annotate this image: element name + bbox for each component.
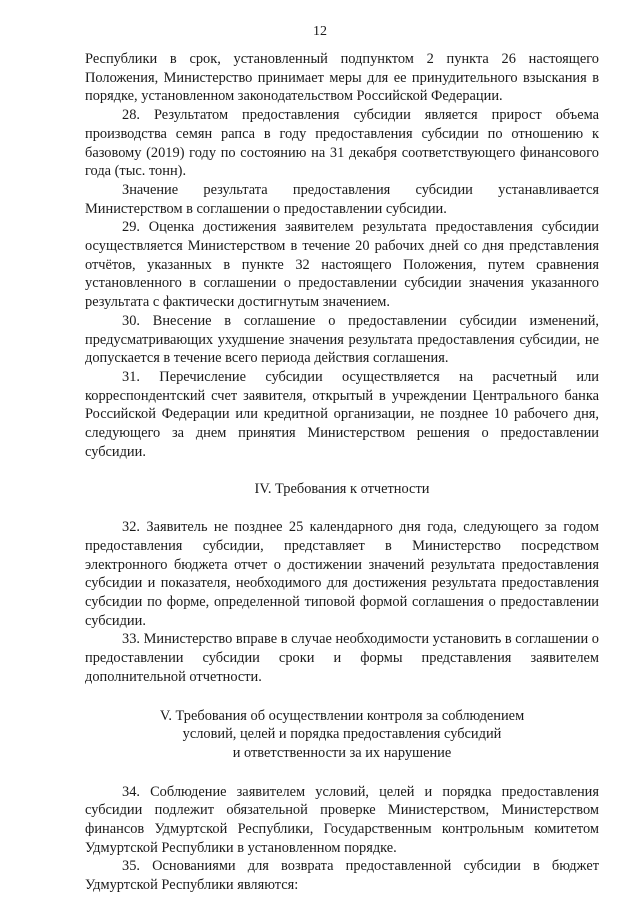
paragraph-29: 29. Оценка достижения заявителем результата предоставления субсидии осуществляется Министерством в течение 20 рабочих дней со дня представления отчётов, указанных в пункте 32 настоящего Положения, путем сравнения установленного в соглашении о предоставлении субсидии значения указанного результата с фактически достигнутым значением. <box>85 219 599 311</box>
section-heading-5-line-2: условий, целей и порядка предоставления субсидий <box>182 726 502 743</box>
section-heading-5 <box>85 707 599 763</box>
section-heading-5-line-1: V. Требования об осуществлении контроля за соблюдением <box>159 707 525 724</box>
page-number: 12 <box>313 24 327 39</box>
paragraph-continuation: Республики в срок, установленный подпунктом 2 пункта 26 настоящего Положения, Министерство принимает меры для ее принудительного взыскания в порядке, установленном законодательством Российской Федерации. <box>85 51 599 105</box>
section-heading-4: IV. Требования к отчетности <box>254 481 430 498</box>
paragraph-28-value: Значение результата предоставления субсидии устанавливается Министерством в соглашении о предоставлении субсидии. <box>85 181 599 217</box>
paragraph-31: 31. Перечисление субсидии осуществляется на расчетный или корреспондентский счет заявителя, открытый в учреждении Центрального банка Российской Федерации или кредитной организации, не позднее 10 рабочего дня, следующего за днем принятия Министерством решения о предоставлении субсидии. <box>85 368 599 460</box>
paragraph-30: 30. Внесение в соглашение о предоставлении субсидии изменений, предусматривающих ухудшение значения результата предоставления субсидии, не допускается в течение всего периода действия соглашения. <box>85 312 599 367</box>
paragraph-35: 35. Основаниями для возврата предоставленной субсидии в бюджет Удмуртской Республики являются: <box>85 858 599 894</box>
document-body <box>85 50 599 895</box>
paragraph-32: 32. Заявитель не позднее 25 календарного дня года, следующего за годом предоставления субсидии, представляет в Министерство посредством электронного бюджета отчет о достижении значений результата предоставления субсидии и показателя, необходимого для достижения результата предоставления субсидии по форме, определенной типовой формой соглашения о предоставлении субсидии. <box>85 519 599 629</box>
section-heading-5-line-3: и ответственности за их нарушение <box>232 744 452 761</box>
paragraph-28: 28. Результатом предоставления субсидии является прирост объема производства семян рапса в году предоставления субсидии по отношению к базовому (2019) году по состоянию на 31 декабря соответствующего финансового года (тыс. тонн). <box>85 107 599 180</box>
paragraph-34: 34. Соблюдение заявителем условий, целей и порядка предоставления субсидии подлежит обязательной проверке Министерством, Министерством финансов Удмуртской Республики, Государственным контрольным комитетом Удмуртской Республики в установленном порядке. <box>85 783 599 856</box>
paragraph-33: 33. Министерство вправе в случае необходимости установить в соглашении о предоставлении субсидии сроки и формы представления заявителем дополнительной отчетности. <box>85 631 599 685</box>
